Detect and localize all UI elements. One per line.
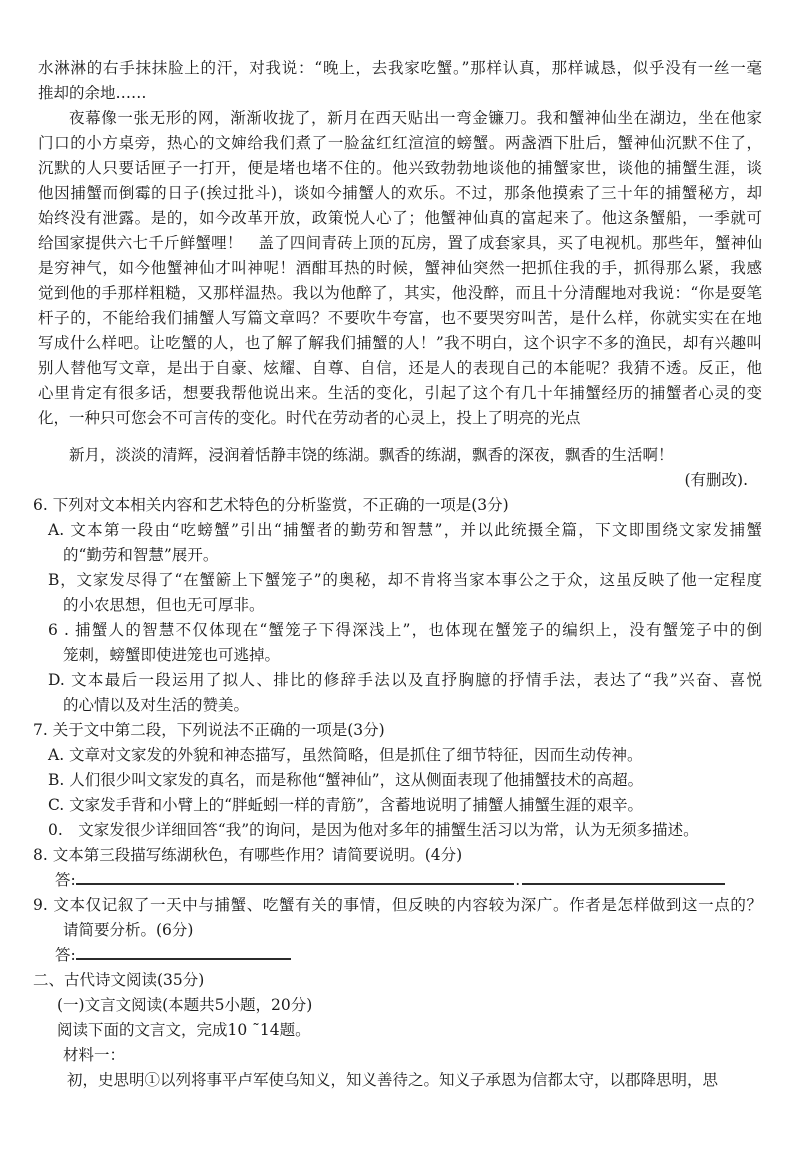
question-9 (33, 893, 762, 968)
passage-line: 写成什么样吧。让吃蟹的人，也了解了解我们捕蟹的人！”我不明白，这个识字不多的渔民，却有兴趣叫 (38, 334, 762, 352)
instruction-line: 阅读下面的文言文，完成10 ˜14题。 (57, 1021, 311, 1039)
passage-line: 他因捕蟹而倒霉的日子(挨过批斗)，谈如今捕蟹人的欢乐。不过，那条他摸索了三十年的捕蟹秘方，却 (38, 184, 762, 202)
answer-blank-line (76, 945, 291, 960)
passage-line: 别人替他写文章，是出于自豪、炫耀、自尊、自信，还是人的表现自己的本能呢？我猜不透。反正，他 (38, 359, 762, 377)
passage-line: 夜幕像一张无形的网，渐渐收拢了，新月在西天贴出一弯金镰刀。我和蟹神仙坐在湖边，坐在他家 (69, 109, 762, 127)
reading-passage (38, 56, 762, 493)
option-a-line: A. 文章对文家发的外貌和神态描写，虽然简略，但是抓住了细节特征，因而生动传神。 (48, 746, 643, 764)
answer-blank-line (76, 870, 514, 885)
question-stem-continuation: 请简要分析。(6分) (63, 921, 194, 939)
passage-line: 推却的余地…… (38, 84, 147, 102)
option-c-line: 6 . 捕蟹人的智慧不仅体现在“蟹笼子下得深浅上”，也体现在蟹笼子的编织上，没有蟹笼子中的倒 (48, 621, 762, 639)
material-text-line: 初，史思明①以列将事平卢军使乌知义，知义善待之。知义子承恩为信都太守，以郡降思明，思 (67, 1071, 719, 1089)
section-2-classical-reading (33, 968, 762, 1093)
question-stem: 6. 下列对文本相关内容和艺术特色的分析鉴赏，不正确的一项是(3分) (33, 496, 509, 514)
passage-line: 始终没有泄露。是的，如今改革开放，政策悦人心了；他蟹神仙真的富起来了。他这条蟹船，一季就可 (38, 209, 762, 227)
option-a-line: 的“勤劳和智慧”展开。 (63, 546, 219, 564)
passage-line: 化，一种只可您会不可言传的变化。时代在劳动者的心灵上，投上了明亮的光点 (38, 409, 581, 427)
passage-closing-line: 新月，淡淡的清辉，浸润着恬静丰饶的练湖。飘香的练湖，飘香的深夜，飘香的生活啊！ (69, 446, 674, 464)
question-stem: 7. 关于文中第二段，下列说法不正确的一项是(3分) (33, 721, 385, 739)
option-a-line: A. 文本第一段由“吃螃蟹”引出“捕蟹者的勤劳和智慧”，并以此统摄全篇，下文即围绕文家发捕蟹 (48, 521, 762, 539)
question-6 (33, 493, 762, 718)
passage-line: 门口的小方桌旁，热心的文婶给我们煮了一脸盆红红渲渲的螃蟹。两盏酒下肚后，蟹神仙沉默不住了， (38, 134, 762, 152)
answer-row (38, 943, 762, 968)
answer-label: 答: (55, 946, 76, 964)
passage-line: 心里肯定有很多话，想要我帮他说出来。生活的变化，引起了这个有几十年捕蟹经历的捕蟹者心灵的变 (38, 384, 762, 402)
option-b-line: B，文家发尽得了“在蟹簖上下蟹笼子”的奥秘，却不肯将当家本事公之于众，这虽反映了他一定程度 (48, 571, 762, 589)
answer-label: 答: (55, 871, 76, 889)
option-d-line: 的心情以及对生活的赞美。 (63, 696, 250, 714)
answer-row (38, 868, 762, 893)
question-stem: 8. 文本第三段描写练湖秋色，有哪些作用？请简要说明。(4分) (33, 846, 463, 864)
question-7 (33, 718, 762, 843)
passage-line: 水淋淋的右手抹抹脸上的汗，对我说：“晚上，去我家吃蟹。”那样认真，那样诚恳，似乎没有一丝一毫 (38, 59, 762, 77)
passage-line: 给国家提供六七千斤鲜蟹哩！ 盖了四间青砖上顶的瓦房，置了成套家具，买了电视机。那些年，蟹神仙 (38, 234, 762, 252)
answer-blank-line (522, 870, 725, 885)
blank-divider-dot: . (515, 871, 521, 889)
question-stem: 9. 文本仅记叙了一天中与捕蟹、吃蟹有关的事情，但反映的内容较为深广。作者是怎样做到这一点的？ (33, 896, 762, 914)
passage-line: 觉到他的手那样粗糙，又那样温热。我以为他醉了，其实，他没醉，而且十分清醒地对我说：“你是耍笔 (38, 284, 762, 302)
material-label: 材料一： (63, 1046, 126, 1064)
option-c-line: 笼刺，螃蟹即使进笼也可逃掉。 (63, 646, 281, 664)
passage-line: 杆子的，不能给我们捕蟹人写篇文章吗？不要吹牛夸富，也不要哭穷叫苦，是什么样，你就实实在在地 (38, 309, 762, 327)
option-b-line: B. 人们很少叫文家发的真名，而是称他“蟹神仙”，这从侧面表现了他捕蟹技术的高超。 (48, 771, 644, 789)
option-d-line: 0. 文家发很少详细回答“我”的询问，是因为他对多年的捕蟹生活习以为常，认为无须多描述。 (48, 821, 699, 839)
question-8 (33, 843, 762, 893)
option-d-line: D. 文本最后一段运用了拟人、排比的修辞手法以及直抒胸臆的抒情手法，表达了“我”兴奋、喜悦 (48, 671, 762, 689)
passage-line: 沉默的人只要话匣子一打开，便是堵也堵不住的。他兴致勃勃地谈他的捕蟹家世，谈他的捕蟹生涯，谈 (38, 159, 762, 177)
passage-edit-note: (有删改). (684, 471, 748, 489)
section-heading: 二、古代诗文阅读(35分) (33, 971, 205, 989)
option-c-line: C. 文家发手背和小臂上的“胖蚯蚓一样的青筋”，含蓄地说明了捕蟹人捕蟹生涯的艰辛。 (48, 796, 644, 814)
subsection-heading: (一)文言文阅读(本题共5小题，20分) (57, 996, 313, 1014)
passage-line: 是穷神气，如今他蟹神仙才叫神呢！酒酣耳热的时候，蟹神仙突然一把抓住我的手，抓得那么紧，我感 (38, 259, 762, 277)
option-b-line: 的小农思想，但也无可厚非。 (63, 596, 265, 614)
